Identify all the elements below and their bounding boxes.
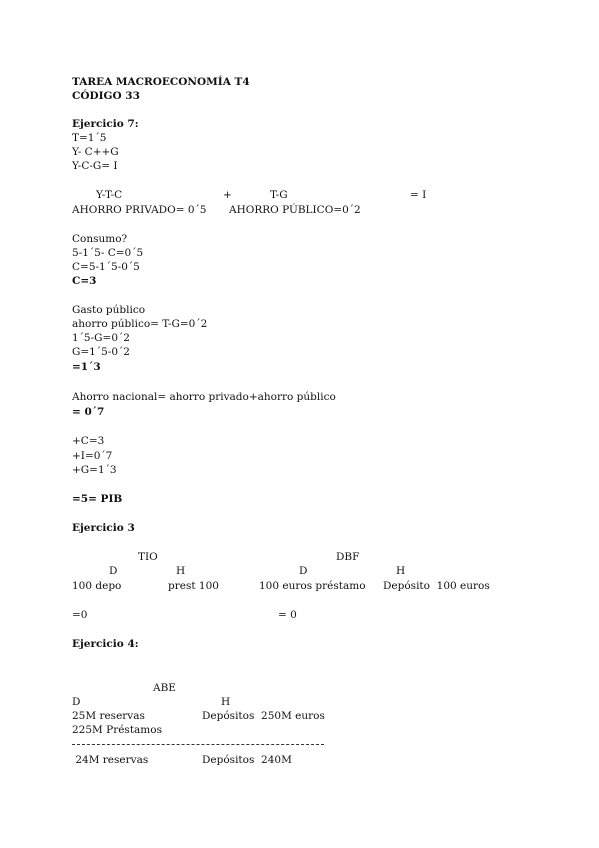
ej4-cell: 25M reservas <box>72 710 145 722</box>
ej7-plus: + <box>223 189 232 201</box>
ahorro-publico: AHORRO PÚBLICO=0´2 <box>229 204 361 216</box>
gasto-line: 1´5-G=0´2 <box>72 332 130 344</box>
tio-haber: H <box>176 565 186 577</box>
pib-result: =5= PIB <box>72 493 123 505</box>
consumo-heading: Consumo? <box>72 233 128 245</box>
dbf-debe: D <box>299 565 308 577</box>
ej4-cell: 225M Préstamos <box>72 724 162 736</box>
ej3-balance: =0 <box>72 609 88 621</box>
abe-haber: H <box>221 696 231 708</box>
divider-rule <box>72 744 324 745</box>
gasto-line: ahorro público= T-G=0´2 <box>72 318 208 330</box>
ej3-balance: = 0 <box>278 609 297 621</box>
ej3-cell: prest 100 <box>168 580 219 592</box>
ej7-line: T=1´5 <box>72 132 107 144</box>
ej3-cell: 100 depo <box>72 580 122 592</box>
ahorro-nacional-line: Ahorro nacional= ahorro privado+ahorro público <box>72 391 336 403</box>
ahorro-privado: AHORRO PRIVADO= 0´5 <box>72 204 207 216</box>
ej4-cell: Depósitos 250M euros <box>202 710 325 722</box>
gasto-result: =1´3 <box>72 361 101 373</box>
ej3-heading: Ejercicio 3 <box>72 522 135 534</box>
consumo-result: C=3 <box>72 275 97 287</box>
ej4-heading: Ejercicio 4: <box>72 638 139 650</box>
ej3-cell: Depósito 100 euros <box>383 580 490 592</box>
tio-label: TIO <box>138 551 158 563</box>
ahorro-nacional-result: = 0´7 <box>72 406 105 418</box>
ej4-cell: 24M reservas <box>72 754 149 766</box>
sum-line: +G=1´3 <box>72 464 117 476</box>
consumo-line: 5-1´5- C=0´5 <box>72 247 144 259</box>
gasto-heading: Gasto público <box>72 304 146 316</box>
ej7-line: Y- C++G <box>72 146 119 158</box>
consumo-line: C=5-1´5-0´5 <box>72 261 140 273</box>
dbf-label: DBF <box>336 551 360 563</box>
document-code: CÓDIGO 33 <box>72 90 140 102</box>
ej7-ytc: Y-T-C <box>96 189 123 201</box>
abe-debe: D <box>72 696 81 708</box>
dbf-haber: H <box>396 565 406 577</box>
sum-line: +I=0´7 <box>72 450 113 462</box>
ej7-eq-i: = I <box>410 189 427 201</box>
abe-label: ABE <box>153 682 176 694</box>
ej7-heading: Ejercicio 7: <box>72 118 139 130</box>
ej7-line: Y-C-G= I <box>72 160 118 172</box>
tio-debe: D <box>109 565 118 577</box>
ej3-cell: 100 euros préstamo <box>259 580 366 592</box>
document-title: TAREA MACROECONOMÍA T4 <box>72 76 250 88</box>
ej4-cell: Depósitos 240M <box>202 754 292 766</box>
sum-line: +C=3 <box>72 435 105 447</box>
gasto-line: G=1´5-0´2 <box>72 346 130 358</box>
ej7-tg: T-G <box>270 189 288 201</box>
